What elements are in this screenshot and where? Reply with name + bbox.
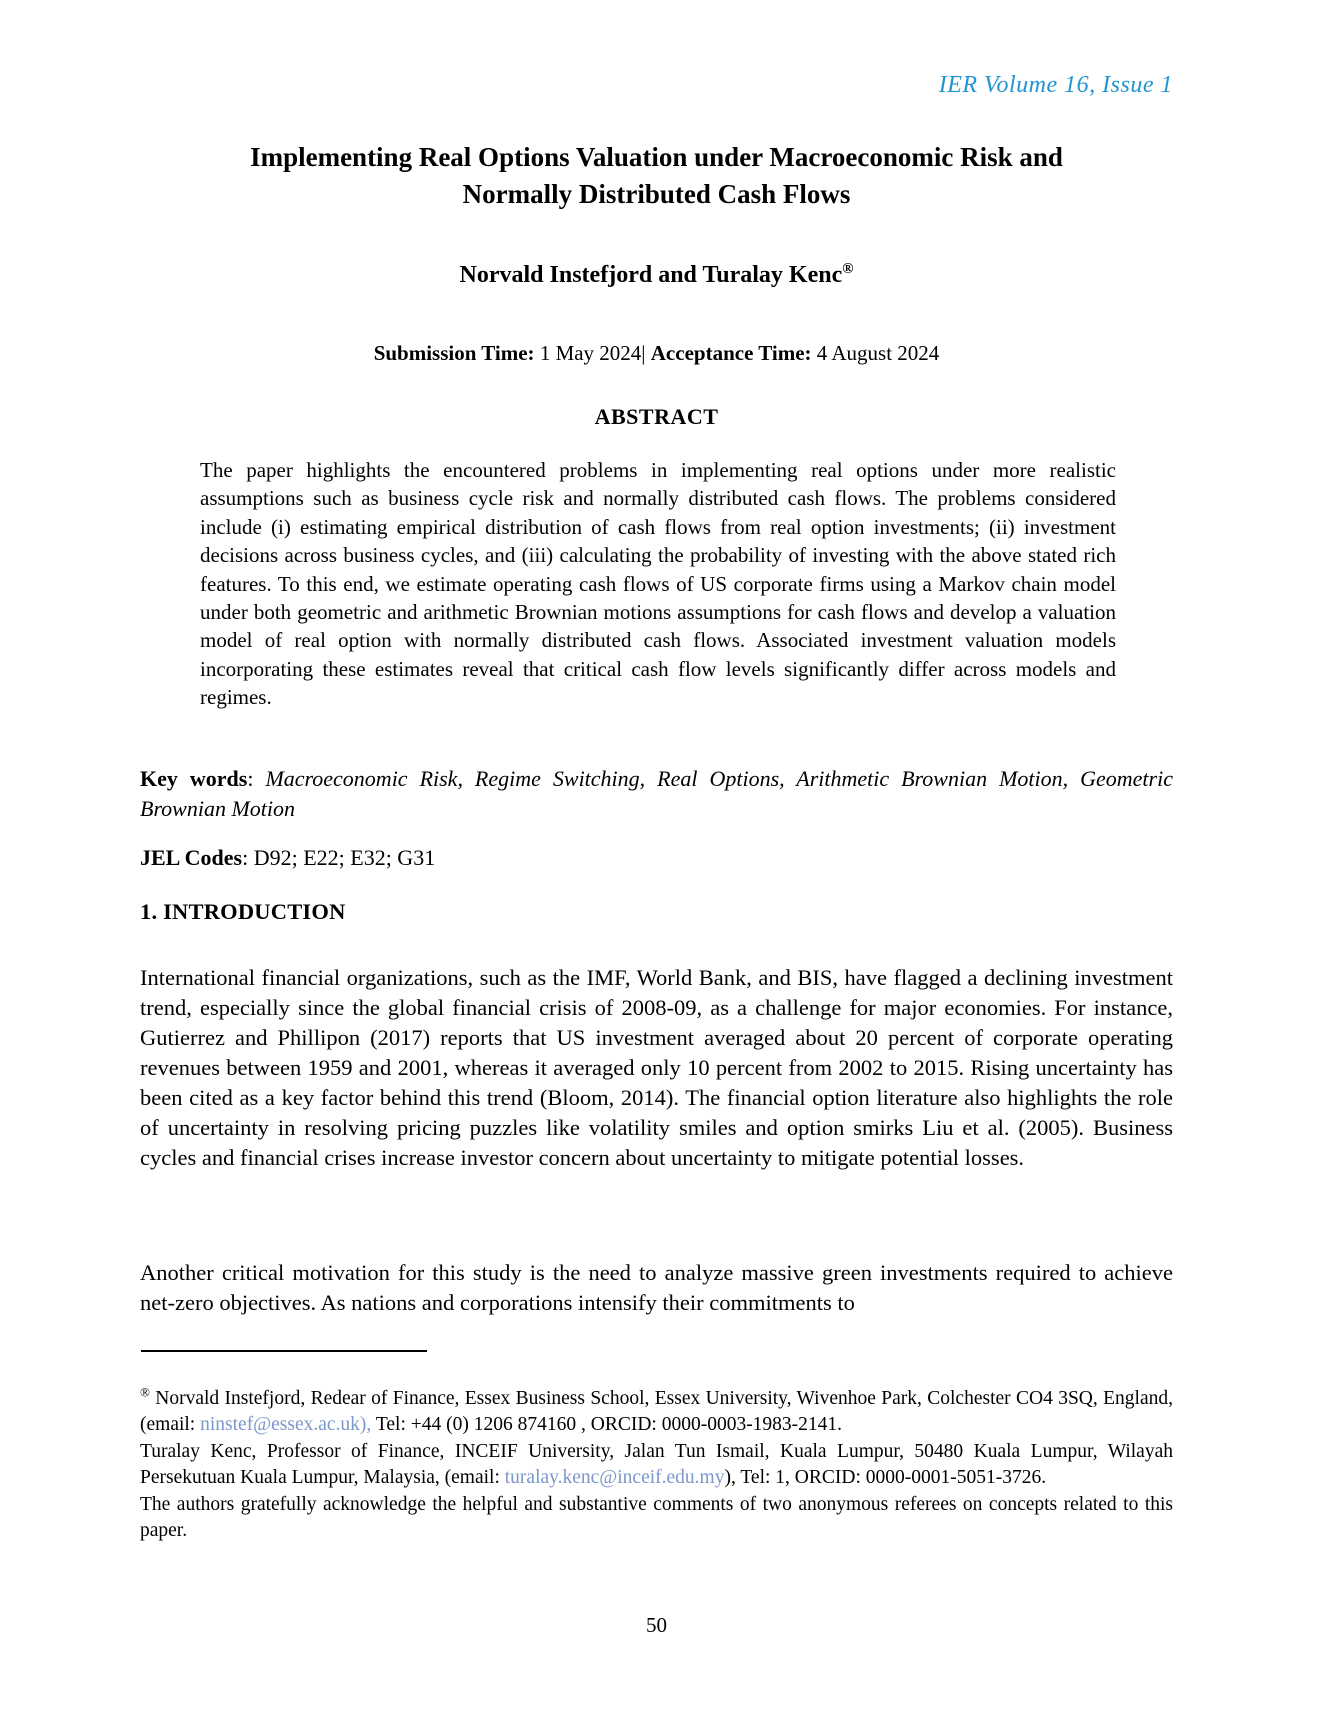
footnote-symbol: ® xyxy=(140,1384,150,1400)
jel-codes-value: : D92; E22; E32; G31 xyxy=(242,845,436,870)
footnote-1-text-2: Tel: +44 (0) 1206 874160 , ORCID: 0000-0003-1983-2141. xyxy=(371,1414,843,1436)
footnote-divider xyxy=(141,1350,427,1352)
authors-line xyxy=(140,262,1173,289)
paper-title-line-2: Normally Distributed Cash Flows xyxy=(462,179,851,209)
footnote-author-1 xyxy=(140,1386,1173,1439)
paper-title-line-1: Implementing Real Options Valuation under Macroeconomic Risk and xyxy=(250,142,1063,172)
keywords-label: Key words xyxy=(140,766,248,791)
section-heading-introduction: 1. INTRODUCTION xyxy=(140,899,346,924)
journal-volume-header: IER Volume 16, Issue 1 xyxy=(938,72,1173,98)
footnote-1-text-1: Norvald Instefjord, Redear of Finance, Essex Business School, Essex University, Wivenhoe Park, Colchester CO4 3SQ, England, (email: xyxy=(140,1388,1173,1436)
submission-acceptance-line xyxy=(140,341,1173,366)
footnote-2-text-1: Turalay Kenc, Professor of Finance, INCEIF University, Jalan Tun Ismail, Kuala Lumpur, 50480 Kuala Lumpur, Wilayah Persekutuan Kuala Lumpur, Malaysia, (email: xyxy=(140,1440,1173,1489)
footnote-1-email-link[interactable]: ninstef@essex.ac.uk), xyxy=(200,1414,372,1436)
keywords-line xyxy=(140,764,1173,823)
footnote-2-text-2: ), Tel: 1, ORCID: 0000-0001-5051-3726. xyxy=(724,1467,1047,1489)
author-names: Norvald Instefjord and Turalay Kenc xyxy=(459,262,843,288)
footnotes-block xyxy=(140,1386,1173,1544)
jel-codes-line xyxy=(140,845,1173,871)
acceptance-time-label: Acceptance Time: xyxy=(650,341,812,365)
keywords-separator: : xyxy=(247,766,266,791)
submission-time-label: Submission Time: xyxy=(373,341,535,365)
footnote-author-2 xyxy=(140,1439,1173,1492)
abstract-heading: ABSTRACT xyxy=(594,404,719,429)
acceptance-time-value: 4 August 2024 xyxy=(811,341,940,365)
footnote-acknowledgement: The authors gratefully acknowledge the helpful and substantive comments of two anonymous referees on concepts related to this paper. xyxy=(140,1493,1173,1542)
keywords-list: Macroeconomic Risk, Regime Switching, Real Options, Arithmetic Brownian Motion, Geometric Brownian Motion xyxy=(140,766,1173,821)
submission-time-value: 1 May 2024| xyxy=(534,341,651,365)
paper-title xyxy=(140,139,1173,213)
footnote-2-email-link[interactable]: turalay.kenc@inceif.edu.my xyxy=(504,1467,725,1489)
introduction-paragraph-1: International financial organizations, such as the IMF, World Bank, and BIS, have flagged a declining investment trend, especially since the global financial crisis of 2008-09, as a challenge for major economies. For instance, Gutierrez and Phillipon (2017) reports that US investment averaged about 20 percent of corporate operating revenues between 1959 and 2001, whereas it averaged only 10 percent from 2002 to 2015. Rising uncertainty has been cited as a key factor behind this trend (Bloom, 2014). The financial option literature also highlights the role of uncertainty in resolving pricing puzzles like volatility smiles and option smirks Liu et al. (2005). Business cycles and financial crises increase investor concern about uncertainty to mitigate potential losses. xyxy=(140,965,1173,1170)
introduction-paragraph-2: Another critical motivation for this study is the need to analyze massive green investments required to achieve net-zero objectives. As nations and corporations intensify their commitments to xyxy=(140,1260,1173,1315)
author-affiliation-symbol: ® xyxy=(842,261,854,277)
page-number: 50 xyxy=(646,1613,667,1637)
jel-codes-label: JEL Codes xyxy=(140,845,243,870)
abstract-text: The paper highlights the encountered problems in implementing real options under more realistic assumptions such as business cycle risk and normally distributed cash flows. The problems considered include (i) estimating empirical distribution of cash flows from real option investments; (ii) investment decisions across business cycles, and (iii) calculating the probability of investing with the above stated rich features. To this end, we estimate operating cash flows of US corporate firms using a Markov chain model under both geometric and arithmetic Brownian motions assumptions for cash flows and develop a valuation model of real option with normally distributed cash flows. Associated investment valuation models incorporating these estimates reveal that critical cash flow levels significantly differ across models and regimes. xyxy=(200,458,1116,710)
